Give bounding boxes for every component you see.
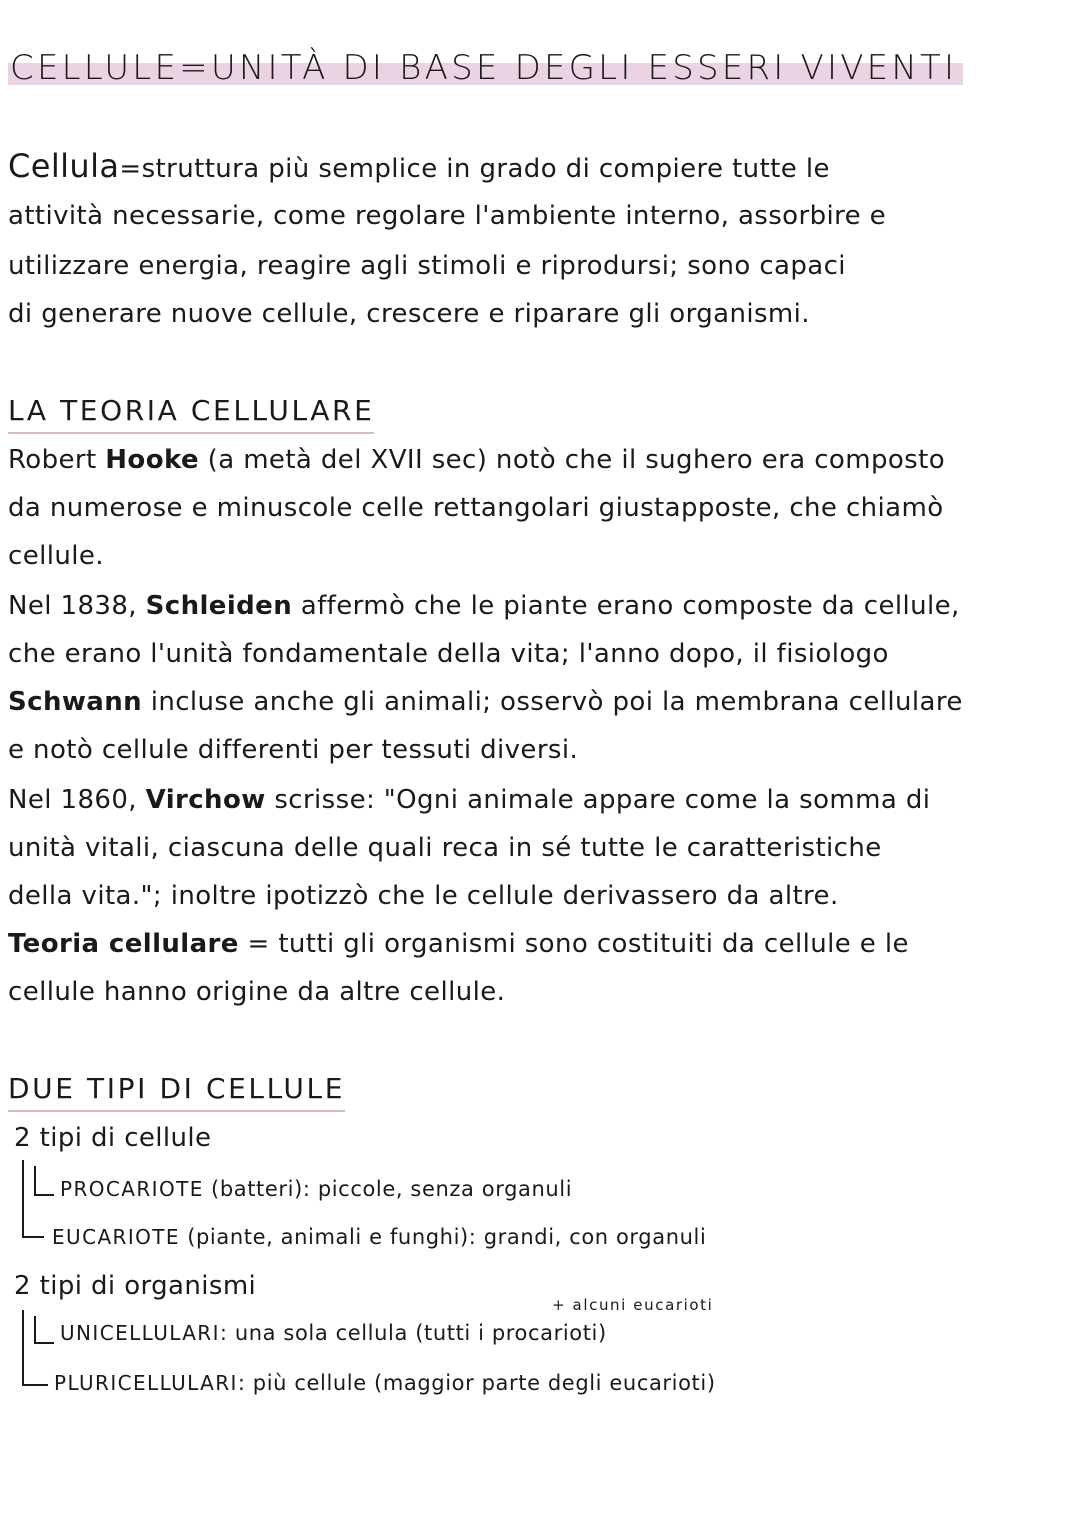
teoria-line-1 [8, 926, 909, 962]
intro-line-4: di generare nuove cellule, crescere e riparare gli organismi. [8, 299, 810, 329]
procariote-label: PROCARIOTE [60, 1177, 204, 1201]
virchow-line-1 [8, 782, 930, 818]
intro-line-3: utilizzare energia, reagire agli stimoli e riprodursi; sono capaci [8, 251, 846, 281]
tree-node-euk [22, 1210, 44, 1238]
pluricellulari-item [54, 1368, 716, 1398]
hooke-line-1 [8, 442, 945, 478]
tree-node-pluri [22, 1358, 48, 1386]
name-schwann: Schwann [8, 687, 143, 717]
title-highlight: CELLULE=UNITÀ DI BASE DEGLI ESSERI VIVENTI [8, 48, 963, 88]
procariote-desc: (batteri): piccole, senza organuli [203, 1177, 573, 1201]
cells-label: 2 tipi di cellule [14, 1123, 212, 1153]
text: Nel 1838, [8, 591, 146, 621]
pluricellulari-desc: : più cellule (maggior parte degli eucarioti) [237, 1371, 716, 1395]
text: (a metà del XVII sec) notò che il sughero era composto [198, 445, 945, 475]
unicellulari-item [60, 1318, 607, 1348]
page-title [8, 46, 963, 90]
orgs-label: 2 tipi di organismi [14, 1271, 257, 1301]
intro-line-1 [8, 148, 830, 187]
schwann-line-2: e notò cellule differenti per tessuti diversi. [8, 735, 579, 765]
text: incluse anche gli animali; osservò poi la membrana cellulare [142, 687, 963, 717]
name-hooke: Hooke [105, 445, 199, 475]
virchow-line-2: unità vitali, ciascuna delle quali reca in sé tutte le caratteristiche [8, 833, 882, 863]
schleiden-line-2: che erano l'unità fondamentale della vita; l'anno dopo, il fisiologo [8, 639, 889, 669]
eucariote-label: EUCARIOTE [52, 1225, 180, 1249]
intro-text: =struttura più semplice in grado di compiere tutte le [119, 154, 830, 184]
text: Robert [8, 445, 106, 475]
hooke-line-3: cellule. [8, 541, 104, 571]
schleiden-line-1 [8, 588, 960, 624]
intro-line-2: attività necessarie, come regolare l'ambiente interno, assorbire e [8, 201, 887, 231]
text: affermò che le piante erano composte da cellule, [292, 591, 960, 621]
eucariote-item [52, 1222, 706, 1252]
eucarioti-note: + alcuni eucarioti [552, 1296, 714, 1314]
procariote-item [60, 1174, 572, 1204]
tree-node-prok [34, 1166, 54, 1196]
unicellulari-desc: : una sola cellula (tutti i procarioti) [219, 1321, 607, 1345]
text: = tutti gli organismi sono costituiti da cellule e le [238, 929, 909, 959]
name-virchow: Virchow [145, 785, 266, 815]
unicellulari-label: UNICELLULARI [60, 1321, 220, 1345]
section-heading-due-tipi: DUE TIPI DI CELLULE [8, 1070, 345, 1112]
term-teoria-cellulare: Teoria cellulare [8, 929, 239, 959]
teoria-line-2: cellule hanno origine da altre cellule. [8, 977, 506, 1007]
intro-term: Cellula [8, 147, 120, 185]
text: scrisse: "Ogni animale appare come la somma di [265, 785, 931, 815]
pluricellulari-label: PLURICELLULARI [54, 1371, 238, 1395]
section-heading-teoria: LA TEORIA CELLULARE [8, 392, 374, 434]
hooke-line-2: da numerose e minuscole celle rettangolari giustapposte, che chiamò [8, 493, 944, 523]
tree-node-uni [34, 1316, 54, 1344]
virchow-line-3: della vita."; inoltre ipotizzò che le cellule derivassero da altre. [8, 881, 839, 911]
text: Nel 1860, [8, 785, 146, 815]
schwann-line [8, 684, 963, 720]
eucariote-desc: (piante, animali e funghi): grandi, con organuli [179, 1225, 707, 1249]
name-schleiden: Schleiden [145, 591, 293, 621]
